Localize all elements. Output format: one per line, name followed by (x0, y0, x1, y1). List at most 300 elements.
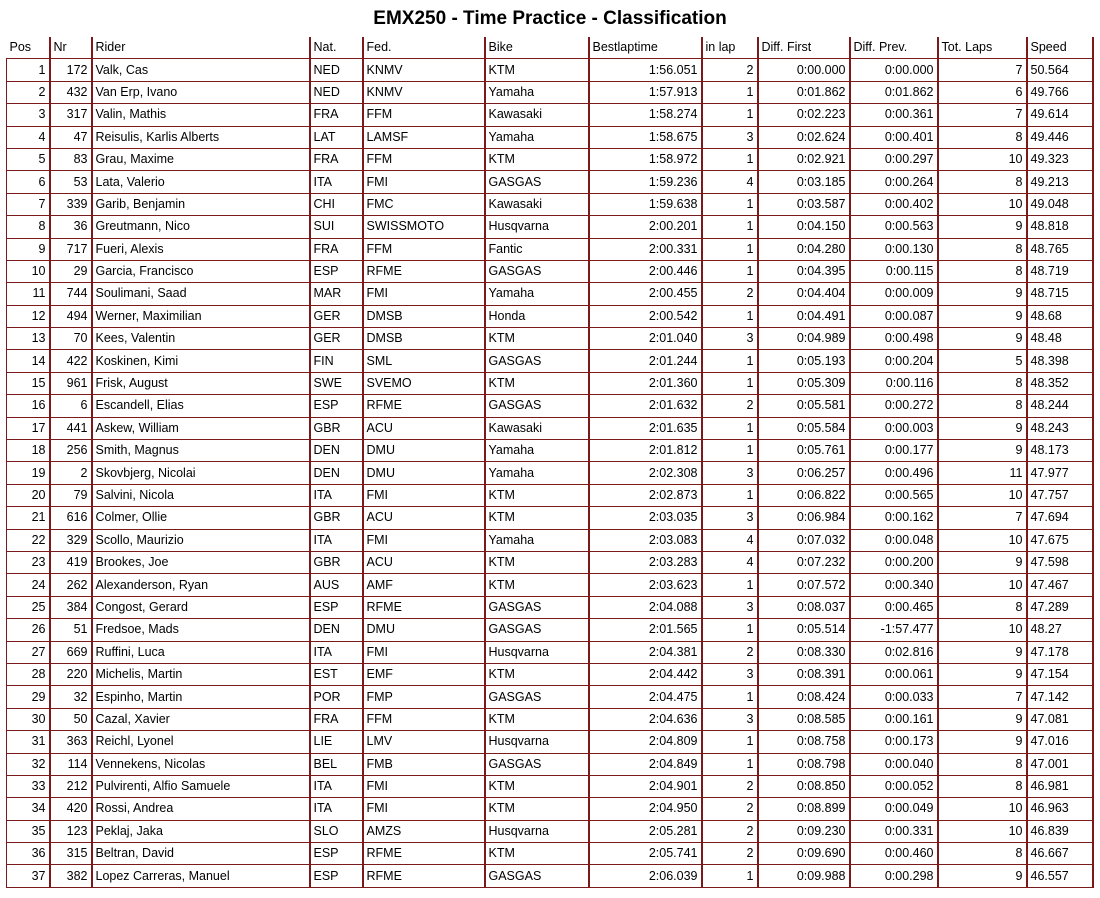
cell-tot-laps: 8 (938, 753, 1027, 775)
cell-fed: DMSB (363, 305, 485, 327)
table-row (7, 820, 1093, 842)
cell-in-lap: 2 (702, 283, 758, 305)
cell-speed: 48.243 (1027, 417, 1093, 439)
cell-in-lap: 1 (702, 484, 758, 506)
cell-rider: Smith, Magnus (92, 440, 310, 462)
table-row (7, 126, 1093, 148)
cell-nat: LAT (310, 126, 363, 148)
cell-bike: KTM (485, 574, 589, 596)
cell-diff-prev: 0:00.563 (850, 216, 938, 238)
cell-tot-laps: 9 (938, 440, 1027, 462)
cell-in-lap: 1 (702, 417, 758, 439)
column-header-diff-prev: Diff. Prev. (850, 37, 938, 59)
cell-diff-prev: 0:01.862 (850, 81, 938, 103)
cell-pos: 20 (7, 484, 50, 506)
table-row (7, 619, 1093, 641)
cell-in-lap: 2 (702, 59, 758, 81)
cell-diff-prev: 0:00.130 (850, 238, 938, 260)
cell-bestlaptime: 2:00.446 (589, 260, 702, 282)
cell-tot-laps: 8 (938, 775, 1027, 797)
cell-nr: 419 (50, 551, 92, 573)
cell-in-lap: 1 (702, 193, 758, 215)
cell-tot-laps: 10 (938, 820, 1027, 842)
cell-tot-laps: 7 (938, 686, 1027, 708)
cell-bike: Husqvarna (485, 820, 589, 842)
cell-pos: 21 (7, 507, 50, 529)
cell-bestlaptime: 2:04.636 (589, 708, 702, 730)
cell-nat: FRA (310, 238, 363, 260)
cell-bike: KTM (485, 775, 589, 797)
cell-nr: 172 (50, 59, 92, 81)
cell-pos: 23 (7, 551, 50, 573)
cell-bestlaptime: 1:56.051 (589, 59, 702, 81)
cell-nr: 339 (50, 193, 92, 215)
cell-bike: KTM (485, 507, 589, 529)
cell-diff-first: 0:03.587 (758, 193, 850, 215)
cell-speed: 47.977 (1027, 462, 1093, 484)
cell-tot-laps: 7 (938, 104, 1027, 126)
cell-fed: FMI (363, 484, 485, 506)
cell-diff-first: 0:04.150 (758, 216, 850, 238)
cell-bike: Yamaha (485, 283, 589, 305)
column-header-pos: Pos (7, 37, 50, 59)
cell-nr: 6 (50, 395, 92, 417)
cell-nr: 384 (50, 596, 92, 618)
cell-pos: 33 (7, 775, 50, 797)
cell-in-lap: 1 (702, 148, 758, 170)
cell-pos: 25 (7, 596, 50, 618)
cell-nat: FRA (310, 104, 363, 126)
cell-diff-prev: -1:57.477 (850, 619, 938, 641)
cell-nr: 2 (50, 462, 92, 484)
cell-diff-prev: 0:00.460 (850, 843, 938, 865)
cell-diff-prev: 0:00.401 (850, 126, 938, 148)
cell-diff-first: 0:00.000 (758, 59, 850, 81)
column-header-bestlaptime: Bestlaptime (589, 37, 702, 59)
cell-diff-first: 0:04.395 (758, 260, 850, 282)
cell-diff-prev: 0:00.162 (850, 507, 938, 529)
cell-speed: 47.178 (1027, 641, 1093, 663)
cell-nat: ESP (310, 395, 363, 417)
cell-nat: DEN (310, 440, 363, 462)
cell-diff-first: 0:04.989 (758, 328, 850, 350)
cell-speed: 46.839 (1027, 820, 1093, 842)
table-row (7, 395, 1093, 417)
cell-pos: 5 (7, 148, 50, 170)
cell-bestlaptime: 2:04.381 (589, 641, 702, 663)
cell-nr: 315 (50, 843, 92, 865)
cell-diff-first: 0:08.424 (758, 686, 850, 708)
cell-in-lap: 3 (702, 507, 758, 529)
cell-bestlaptime: 2:01.812 (589, 440, 702, 462)
cell-pos: 1 (7, 59, 50, 81)
column-header-nat: Nat. (310, 37, 363, 59)
cell-bike: GASGAS (485, 171, 589, 193)
cell-in-lap: 1 (702, 619, 758, 641)
cell-diff-prev: 0:00.204 (850, 350, 938, 372)
cell-diff-first: 0:07.572 (758, 574, 850, 596)
cell-diff-prev: 0:00.161 (850, 708, 938, 730)
cell-bike: GASGAS (485, 619, 589, 641)
cell-bestlaptime: 2:03.283 (589, 551, 702, 573)
cell-bestlaptime: 1:59.236 (589, 171, 702, 193)
cell-bike: KTM (485, 663, 589, 685)
cell-tot-laps: 7 (938, 507, 1027, 529)
cell-nr: 220 (50, 663, 92, 685)
cell-in-lap: 1 (702, 216, 758, 238)
cell-nat: ITA (310, 171, 363, 193)
cell-rider: Grau, Maxime (92, 148, 310, 170)
cell-fed: RFME (363, 395, 485, 417)
cell-nat: SWE (310, 372, 363, 394)
cell-diff-prev: 0:00.061 (850, 663, 938, 685)
cell-bestlaptime: 2:02.873 (589, 484, 702, 506)
cell-bestlaptime: 1:58.972 (589, 148, 702, 170)
cell-in-lap: 3 (702, 462, 758, 484)
cell-rider: Soulimani, Saad (92, 283, 310, 305)
cell-diff-first: 0:07.232 (758, 551, 850, 573)
cell-pos: 31 (7, 731, 50, 753)
cell-fed: SWISSMOTO (363, 216, 485, 238)
cell-bestlaptime: 2:02.308 (589, 462, 702, 484)
cell-bestlaptime: 2:01.244 (589, 350, 702, 372)
cell-diff-first: 0:08.798 (758, 753, 850, 775)
cell-nr: 744 (50, 283, 92, 305)
cell-diff-prev: 0:00.331 (850, 820, 938, 842)
table-row (7, 775, 1093, 797)
cell-bike: GASGAS (485, 753, 589, 775)
cell-speed: 46.981 (1027, 775, 1093, 797)
cell-nat: GER (310, 305, 363, 327)
cell-speed: 47.694 (1027, 507, 1093, 529)
cell-pos: 29 (7, 686, 50, 708)
cell-bike: GASGAS (485, 865, 589, 887)
cell-bike: GASGAS (485, 686, 589, 708)
table-body (7, 59, 1093, 887)
cell-nr: 51 (50, 619, 92, 641)
cell-pos: 19 (7, 462, 50, 484)
cell-diff-prev: 0:00.264 (850, 171, 938, 193)
table-row (7, 171, 1093, 193)
cell-rider: Koskinen, Kimi (92, 350, 310, 372)
cell-pos: 2 (7, 81, 50, 103)
cell-rider: Espinho, Martin (92, 686, 310, 708)
cell-rider: Peklaj, Jaka (92, 820, 310, 842)
cell-speed: 49.614 (1027, 104, 1093, 126)
cell-diff-first: 0:05.193 (758, 350, 850, 372)
cell-nat: NED (310, 81, 363, 103)
cell-nat: GBR (310, 507, 363, 529)
cell-diff-prev: 0:00.402 (850, 193, 938, 215)
cell-pos: 10 (7, 260, 50, 282)
cell-nr: 212 (50, 775, 92, 797)
cell-fed: FMI (363, 529, 485, 551)
cell-diff-first: 0:05.584 (758, 417, 850, 439)
table-row (7, 104, 1093, 126)
table-row (7, 641, 1093, 663)
cell-bike: GASGAS (485, 395, 589, 417)
cell-fed: KNMV (363, 81, 485, 103)
column-header-in-lap: in lap (702, 37, 758, 59)
cell-bike: Husqvarna (485, 641, 589, 663)
cell-fed: ACU (363, 551, 485, 573)
cell-fed: RFME (363, 596, 485, 618)
cell-pos: 11 (7, 283, 50, 305)
cell-nat: DEN (310, 462, 363, 484)
cell-bestlaptime: 2:05.281 (589, 820, 702, 842)
cell-in-lap: 1 (702, 440, 758, 462)
cell-diff-prev: 0:00.177 (850, 440, 938, 462)
cell-fed: DMU (363, 440, 485, 462)
cell-nr: 256 (50, 440, 92, 462)
cell-nr: 317 (50, 104, 92, 126)
cell-rider: Alexanderson, Ryan (92, 574, 310, 596)
cell-in-lap: 1 (702, 238, 758, 260)
cell-tot-laps: 10 (938, 574, 1027, 596)
cell-fed: FFM (363, 238, 485, 260)
cell-rider: Frisk, August (92, 372, 310, 394)
cell-diff-prev: 0:00.297 (850, 148, 938, 170)
cell-nat: GBR (310, 417, 363, 439)
table-row (7, 798, 1093, 820)
cell-nat: POR (310, 686, 363, 708)
cell-bike: Kawasaki (485, 104, 589, 126)
cell-fed: SVEMO (363, 372, 485, 394)
table-row (7, 260, 1093, 282)
cell-speed: 47.467 (1027, 574, 1093, 596)
cell-fed: LAMSF (363, 126, 485, 148)
cell-diff-first: 0:08.899 (758, 798, 850, 820)
cell-pos: 34 (7, 798, 50, 820)
cell-nat: ESP (310, 596, 363, 618)
cell-speed: 48.27 (1027, 619, 1093, 641)
header-row (7, 37, 1093, 59)
cell-tot-laps: 9 (938, 731, 1027, 753)
cell-fed: FMP (363, 686, 485, 708)
cell-diff-first: 0:06.984 (758, 507, 850, 529)
cell-in-lap: 2 (702, 641, 758, 663)
cell-diff-first: 0:09.690 (758, 843, 850, 865)
cell-nat: BEL (310, 753, 363, 775)
cell-diff-prev: 0:00.340 (850, 574, 938, 596)
cell-nr: 616 (50, 507, 92, 529)
cell-nat: SUI (310, 216, 363, 238)
cell-bike: KTM (485, 59, 589, 81)
column-header-tot-laps: Tot. Laps (938, 37, 1027, 59)
cell-diff-first: 0:04.404 (758, 283, 850, 305)
cell-nat: MAR (310, 283, 363, 305)
cell-pos: 27 (7, 641, 50, 663)
cell-fed: FFM (363, 708, 485, 730)
cell-fed: AMF (363, 574, 485, 596)
page-title: EMX250 - Time Practice - Classification (373, 8, 727, 29)
table-row (7, 440, 1093, 462)
cell-pos: 30 (7, 708, 50, 730)
cell-diff-first: 0:03.185 (758, 171, 850, 193)
cell-diff-prev: 0:00.272 (850, 395, 938, 417)
column-header-nr: Nr (50, 37, 92, 59)
cell-diff-first: 0:09.988 (758, 865, 850, 887)
cell-diff-prev: 0:00.049 (850, 798, 938, 820)
table-row (7, 462, 1093, 484)
cell-diff-first: 0:08.391 (758, 663, 850, 685)
cell-rider: Kees, Valentin (92, 328, 310, 350)
table-row (7, 216, 1093, 238)
cell-diff-first: 0:08.758 (758, 731, 850, 753)
cell-fed: DMU (363, 619, 485, 641)
cell-fed: FMI (363, 775, 485, 797)
cell-bestlaptime: 2:01.565 (589, 619, 702, 641)
table-row (7, 753, 1093, 775)
cell-diff-prev: 0:00.565 (850, 484, 938, 506)
cell-tot-laps: 9 (938, 708, 1027, 730)
cell-diff-first: 0:05.514 (758, 619, 850, 641)
cell-in-lap: 2 (702, 395, 758, 417)
cell-pos: 15 (7, 372, 50, 394)
cell-nr: 422 (50, 350, 92, 372)
cell-nr: 382 (50, 865, 92, 887)
table-row (7, 350, 1093, 372)
cell-bestlaptime: 2:06.039 (589, 865, 702, 887)
cell-rider: Askew, William (92, 417, 310, 439)
cell-tot-laps: 5 (938, 350, 1027, 372)
cell-diff-first: 0:08.585 (758, 708, 850, 730)
cell-rider: Van Erp, Ivano (92, 81, 310, 103)
cell-rider: Reichl, Lyonel (92, 731, 310, 753)
cell-speed: 47.675 (1027, 529, 1093, 551)
cell-pos: 13 (7, 328, 50, 350)
cell-tot-laps: 8 (938, 126, 1027, 148)
cell-bestlaptime: 2:04.901 (589, 775, 702, 797)
cell-bike: Husqvarna (485, 216, 589, 238)
cell-in-lap: 1 (702, 350, 758, 372)
cell-tot-laps: 8 (938, 238, 1027, 260)
cell-tot-laps: 8 (938, 395, 1027, 417)
cell-tot-laps: 11 (938, 462, 1027, 484)
cell-diff-prev: 0:00.040 (850, 753, 938, 775)
cell-rider: Ruffini, Luca (92, 641, 310, 663)
cell-diff-first: 0:07.032 (758, 529, 850, 551)
cell-nr: 432 (50, 81, 92, 103)
cell-in-lap: 4 (702, 171, 758, 193)
cell-diff-prev: 0:00.087 (850, 305, 938, 327)
cell-bike: Husqvarna (485, 731, 589, 753)
cell-bike: KTM (485, 843, 589, 865)
cell-bestlaptime: 2:00.542 (589, 305, 702, 327)
cell-nr: 29 (50, 260, 92, 282)
cell-in-lap: 4 (702, 529, 758, 551)
cell-speed: 49.323 (1027, 148, 1093, 170)
cell-nr: 961 (50, 372, 92, 394)
cell-speed: 49.213 (1027, 171, 1093, 193)
cell-nr: 363 (50, 731, 92, 753)
cell-nat: GER (310, 328, 363, 350)
cell-bike: KTM (485, 708, 589, 730)
table-row (7, 81, 1093, 103)
table-row (7, 663, 1093, 685)
column-header-bike: Bike (485, 37, 589, 59)
cell-rider: Garcia, Francisco (92, 260, 310, 282)
cell-fed: SML (363, 350, 485, 372)
table-row (7, 372, 1093, 394)
cell-in-lap: 1 (702, 731, 758, 753)
cell-speed: 47.154 (1027, 663, 1093, 685)
cell-nat: FIN (310, 350, 363, 372)
cell-tot-laps: 8 (938, 171, 1027, 193)
cell-nat: ESP (310, 843, 363, 865)
table-row (7, 148, 1093, 170)
cell-tot-laps: 9 (938, 283, 1027, 305)
cell-bike: GASGAS (485, 350, 589, 372)
cell-speed: 47.757 (1027, 484, 1093, 506)
cell-speed: 46.557 (1027, 865, 1093, 887)
cell-bike: GASGAS (485, 596, 589, 618)
cell-in-lap: 2 (702, 775, 758, 797)
cell-in-lap: 1 (702, 686, 758, 708)
cell-tot-laps: 9 (938, 305, 1027, 327)
column-header-rider: Rider (92, 37, 310, 59)
cell-nr: 329 (50, 529, 92, 551)
cell-bestlaptime: 1:58.675 (589, 126, 702, 148)
table-row (7, 731, 1093, 753)
cell-tot-laps: 10 (938, 484, 1027, 506)
table-row (7, 843, 1093, 865)
cell-nat: ESP (310, 865, 363, 887)
column-header-fed: Fed. (363, 37, 485, 59)
cell-nat: FRA (310, 148, 363, 170)
cell-bestlaptime: 2:04.849 (589, 753, 702, 775)
cell-rider: Garib, Benjamin (92, 193, 310, 215)
cell-bestlaptime: 2:04.088 (589, 596, 702, 618)
cell-pos: 26 (7, 619, 50, 641)
cell-in-lap: 3 (702, 596, 758, 618)
cell-pos: 35 (7, 820, 50, 842)
cell-bestlaptime: 2:00.331 (589, 238, 702, 260)
cell-fed: RFME (363, 865, 485, 887)
cell-in-lap: 1 (702, 753, 758, 775)
cell-bike: KTM (485, 372, 589, 394)
cell-fed: RFME (363, 260, 485, 282)
table-row (7, 484, 1093, 506)
cell-diff-first: 0:05.761 (758, 440, 850, 462)
cell-bestlaptime: 2:04.475 (589, 686, 702, 708)
cell-diff-first: 0:05.581 (758, 395, 850, 417)
table-row (7, 574, 1093, 596)
cell-rider: Cazal, Xavier (92, 708, 310, 730)
cell-fed: DMSB (363, 328, 485, 350)
cell-in-lap: 1 (702, 574, 758, 596)
cell-nat: ITA (310, 484, 363, 506)
cell-in-lap: 1 (702, 104, 758, 126)
cell-nr: 420 (50, 798, 92, 820)
cell-rider: Fredsoe, Mads (92, 619, 310, 641)
table-row (7, 529, 1093, 551)
cell-pos: 36 (7, 843, 50, 865)
cell-rider: Rossi, Andrea (92, 798, 310, 820)
cell-speed: 48.48 (1027, 328, 1093, 350)
table-row (7, 328, 1093, 350)
cell-pos: 6 (7, 171, 50, 193)
cell-rider: Salvini, Nicola (92, 484, 310, 506)
cell-nat: LIE (310, 731, 363, 753)
cell-speed: 47.142 (1027, 686, 1093, 708)
cell-tot-laps: 9 (938, 663, 1027, 685)
cell-bike: Kawasaki (485, 193, 589, 215)
cell-bestlaptime: 1:59.638 (589, 193, 702, 215)
cell-bike: Yamaha (485, 440, 589, 462)
column-header-speed: Speed (1027, 37, 1093, 59)
cell-bestlaptime: 2:04.809 (589, 731, 702, 753)
